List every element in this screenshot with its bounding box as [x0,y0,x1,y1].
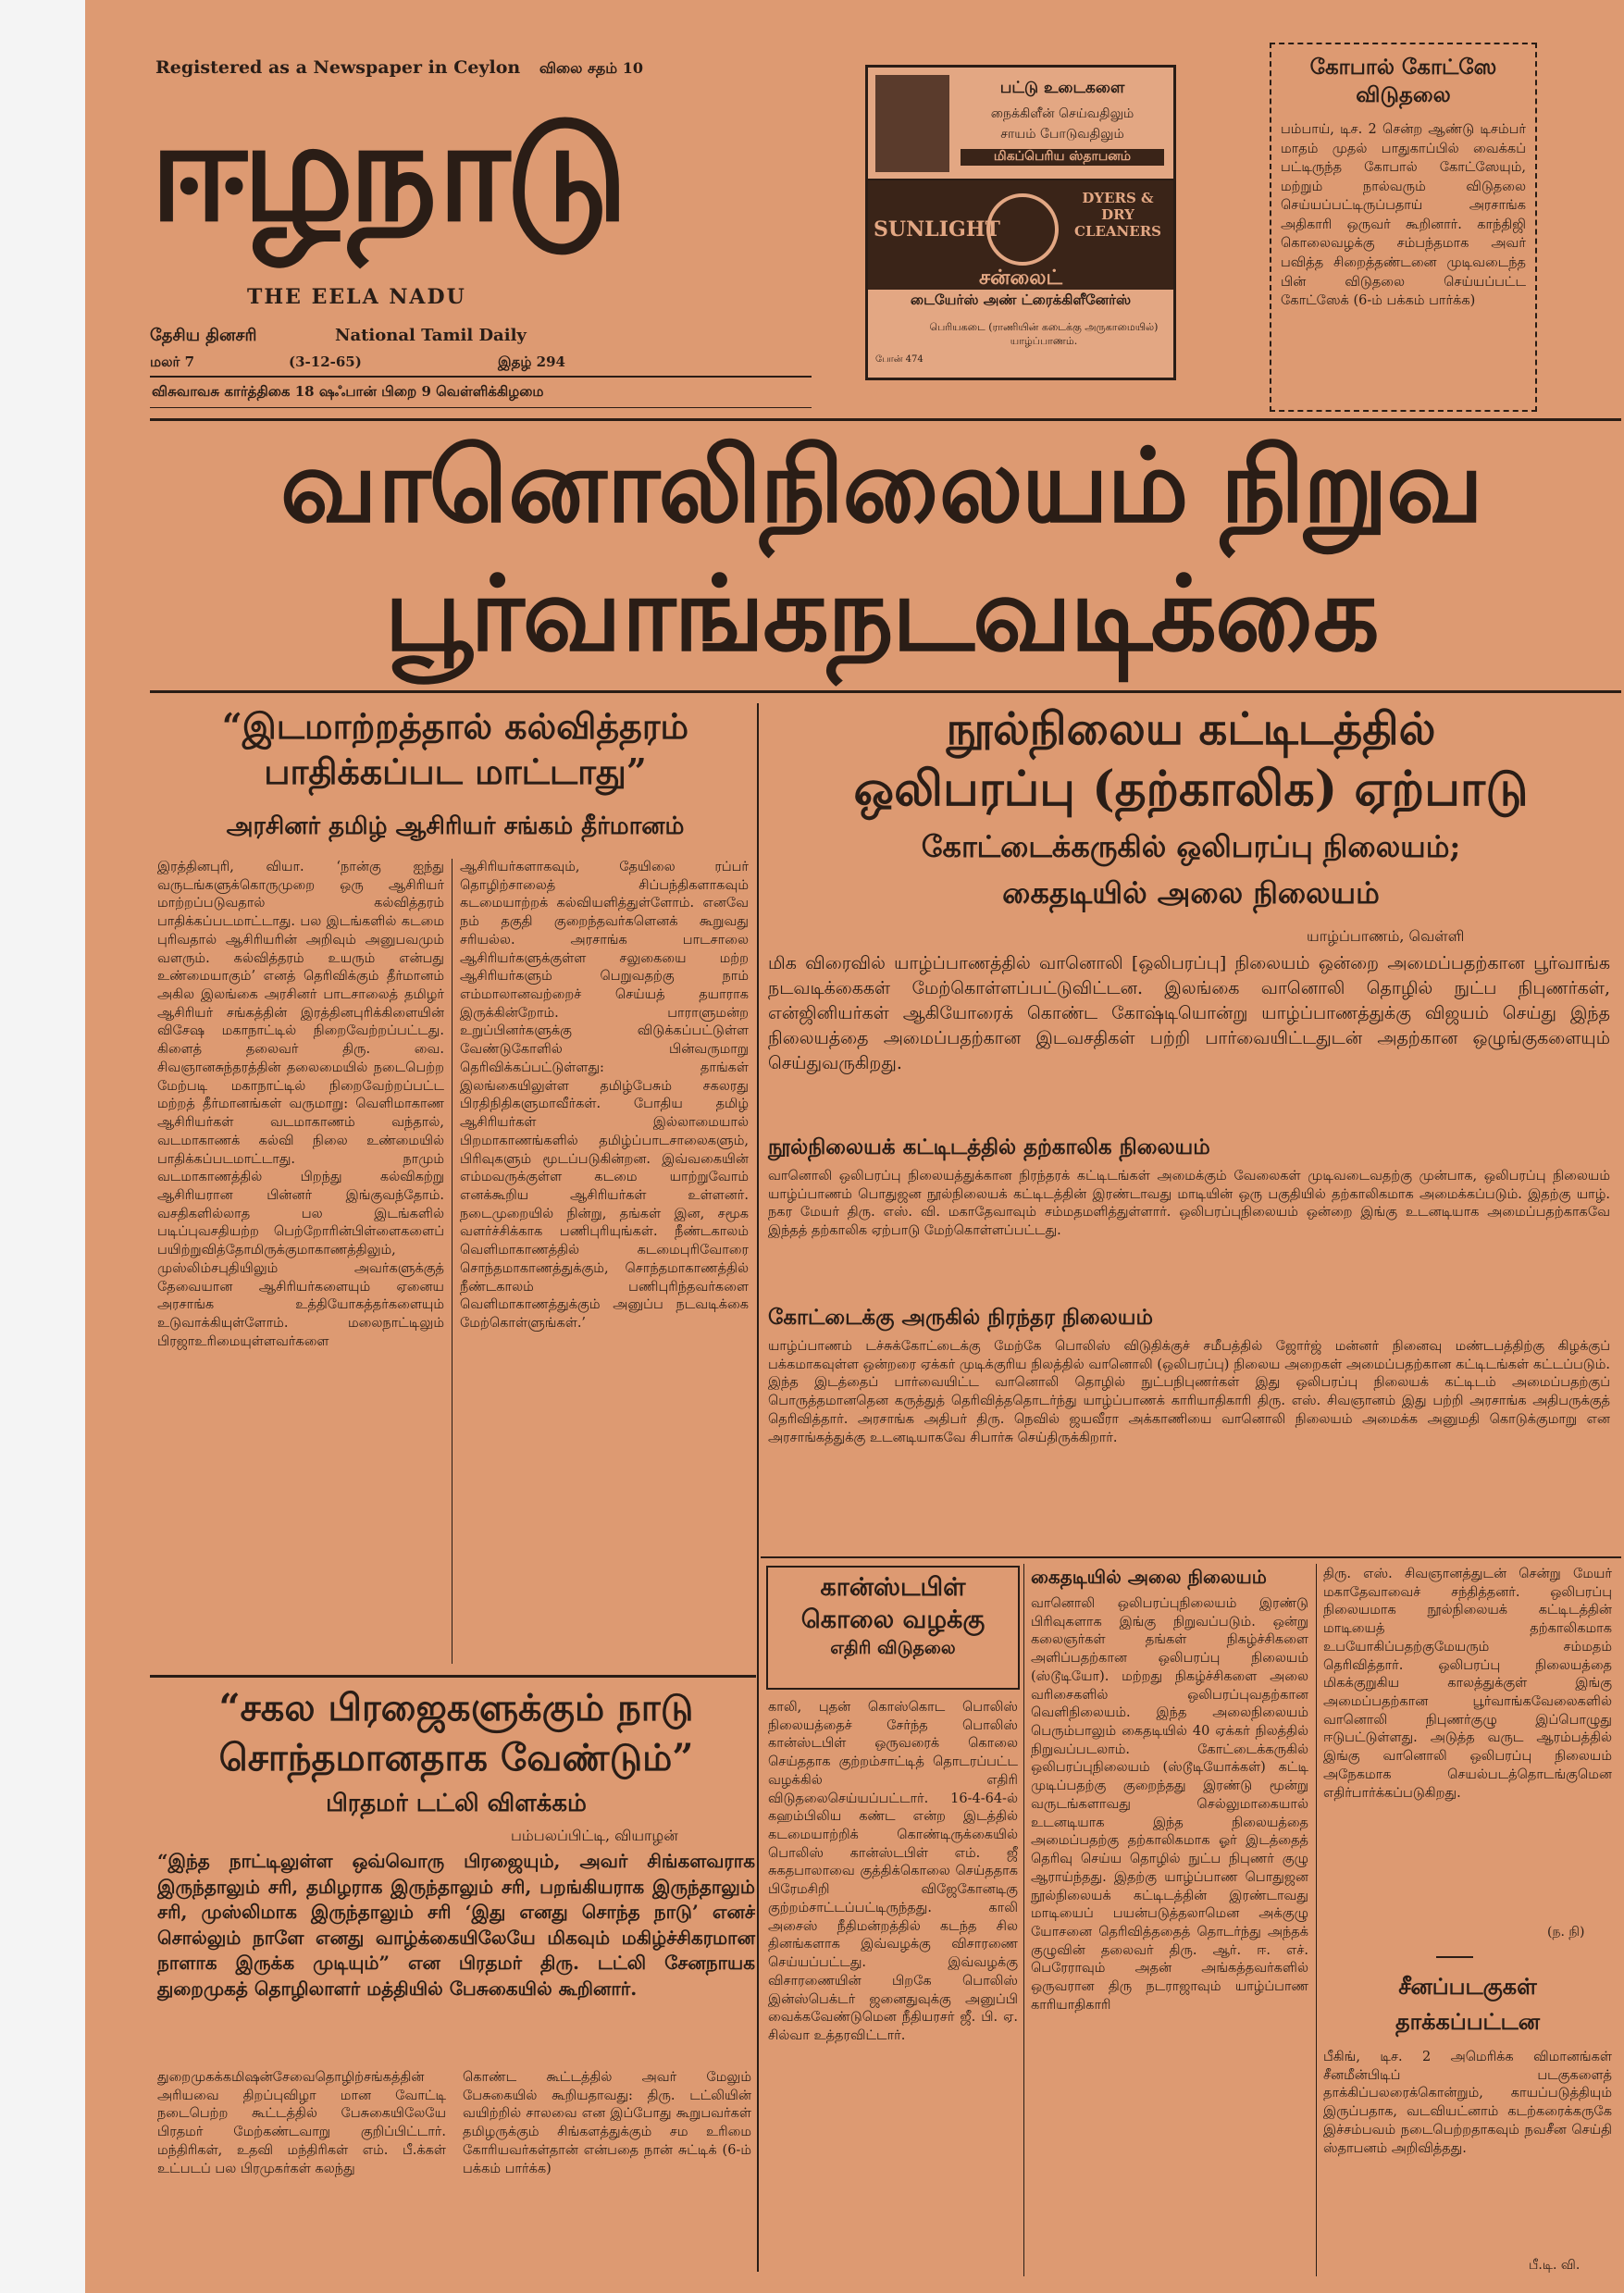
ad-line: நைக்கிளீன் செய்வதிலும் [990,106,1134,121]
constable-headline-2: கொலை வழக்கு [800,1605,986,1634]
radio-para-2: யாழ்ப்பாணம் டச்சுக்கோட்டைக்கு மேற்கே பொலிஸ் விடுதிக்குச் சமீபத்தில் ஜோர்ஜ் மன்னர் நினைவு மண்டபத்திற்கு கிழக்குப் பக்கமாகவுள்ள ஒன்றரை ஏக்கர் முடிக்குரிய நிலத்தில் வானொலி (ஒலிபரப்பு) நிலைய அறைகள் அமைப்பதற்கான கட்டிடங்கள் கட்டப்படும். இந்த இடத்தைப் பார்வையிட்ட வானொலி தொழில் நுட்பநிபுணர்கள் இது ஒலிபரப்பு நிலையக் கட்டிடம் அமைப்பதற்குப் பொருத்தமானதென கருத்துத் தெரிவித்ததொடர்ந்து யாழ்ப்பாணக் காரியாதிகாரி திரு. எஸ். சிவஞானம் இது பற்றி அரசாங்க அதிபருக்குத் தெரிவித்தார். அரசாங்க அதிபர் திரு. நெவில் ஜயவீரா அக்காணியை வானொலி நிலையம் அமைக்க அனுமதி கொடுக்குமாறு என அரசாங்கத்துக்கு உடனடியாகவே சிபார்சு செய்திருக்கிறார். [768,1339,1610,1445]
china-body: பீகிங், டிச. 2 அமெரிக்க விமானங்கள் சீனமீன்பிடிப் படகுகளைத் தாக்கிப்பலரைக்கொன்றும், காயப்படுத்தியும் இருப்பதாக, வடவியட்னாம் கடற்கரைக்கருகே இச்சம்பவம் நடைபெற்றதாகவும் நவசீன செய்தி ஸ்தாபனம் அறிவித்தது. [1323,2050,1612,2156]
radio-lead: மிக விரைவில் யாழ்ப்பாணத்தில் வானொலி [ஒலிபரப்பு] நிலையம் ஒன்றை அமைப்பதற்கான பூர்வாங்க நடவடிக்கைகள் மேற்கொள்ளப்பட்டுவிட்டன. இலங்கை வானொலி தொழில் நுட்ப நிபுணர்கள், என்ஜினியர்கள் ஆகியோரைக் கொண்ட கோஷ்டியொன்று யாழ்ப்பாணத்துக்கு விஜயம் செய்து இந்த நிலையத்தை அமைப்பதற்கான இடவசதிகள் பற்றி பார்வையிட்டதுடன் அதற்கான ஒழுங்குகளையும் செய்துவருகிறது. [768,953,1610,1073]
divider [150,376,812,378]
pm-column-1: துறைமுகக்கமிஷன்சேவைதொழிற்சங்கத்தின் அரியவை திறப்புவிழா மான வோட்டி நடைபெற்ற கூட்டத்தில் பேசுகையிலேயே பிரதமர் மேற்கண்டவாறு குறிப்பிட்டார். மந்திரிகள், உதவி மந்திரிகள் எம். பீ.க்கள் உட்படப் பல பிரமுகர்கள் கலந்து [157,2070,446,2176]
ad-line: சாயம் போடுவதிலும் [1000,127,1124,142]
radio-sub-1: நூல்நிலையக் கட்டிடத்தில் தற்காலிக நிலையம் [768,1134,1210,1159]
divider [150,407,812,408]
constable-headline-1: கான்ஸ்டபிள் [820,1573,966,1602]
kaithadi-body-continued: திரு. எஸ். சிவஞானத்துடன் சென்று மேயர் மகாதேவாவைச் சந்தித்தனர். ஒலிபரப்பு நிலையமாக நூல்நிலையக் கட்டிடத்தின் மாடியைத் தற்காலிகமாக உபயோகிப்பதற்குமேயரும் சம்மதம் தெரிவித்தார். ஒலிபரப்பு நிலையத்தை மிகக்குறுகிய காலத்துக்குள் இங்கு அமைப்பதற்கான பூர்வாங்கவேலைகளில் வானொலி நிபுணர்குழு இப்பொழுது ஈடுபட்டுள்ளது. அடுத்த வருட ஆரம்பத்தில் இங்கு வானொலி ஒலிபரப்பு நிலையம் அநேகமாக செயல்படத்தொடங்குமென எதிர்பார்க்கப்படுகிறது. [1323,1567,1612,1801]
box-headline: கோபால் கோட்ஸே விடுதலை [1309,55,1497,107]
radio-headline-2: ஒலிபரப்பு (தற்காலிக) ஏற்பாடு [853,761,1529,817]
pm-dateline: பம்பலப்பிட்டி, வியாழன் [511,1827,678,1844]
masthead-english-title: THE EELA NADU [247,285,466,309]
ad-brand-tamil: சன்லைட் [978,266,1063,290]
ad-dyers-text: DYERS & DRY CLEANERS [1074,190,1161,240]
ad-brand-panel [868,180,1173,290]
daily-english: National Tamil Daily [335,326,527,345]
divider [150,418,1621,421]
divider [150,1675,756,1678]
price-text: விலை சதம் 10 [539,59,644,77]
pm-subhead: பிரதமர் டட்லி விளக்கம் [326,1790,587,1817]
pm-column-2: கொண்ட கூட்டத்தில் அவர் மேலும் பேசுகையில் கூறியதாவது: திரு. டட்லியின் வயிற்றில் சாலவை என இப்போது கூறுபவர்கள் தமிழருக்கும் சிங்களத்துக்கும் சம உரிமை கோரியவர்கள்தான் என்பதை நான் சுட்டிக் (6-ம் பக்கம் பார்க்க) [463,2070,751,2176]
gopal-godse-box [1270,43,1537,412]
ad-line: மிகப்பெரிய ஸ்தாபனம் [961,149,1164,166]
teachers-headline: “இடமாற்றத்தால் கல்வித்தரம் பாதிக்கப்பட மாட்டாது” [221,705,689,793]
divider [1316,1564,1317,2276]
divider [1023,1564,1024,2276]
sunlight-advertisement [865,65,1176,380]
ad-top-panel [868,68,1173,180]
registration-text: Registered as a Newspaper in Ceylon [155,57,521,78]
ad-phone: போன் 474 [875,354,924,365]
registration-line [155,57,643,79]
issue-number: இதழ் 294 [498,353,565,370]
pm-headline-1: “சகல பிரஜைகளுக்கும் நாடு [218,1686,694,1729]
radio-dateline: யாழ்ப்பாணம், வெள்ளி [1307,927,1465,945]
masthead-title: ஈழநாடு [150,90,623,253]
kaithadi-body: வானொலி ஒலிபரப்புநிலையம் இரண்டு பிரிவுகளாக இங்கு நிறுவப்படும். ஒன்று கலைஞர்கள் தங்கள் நிகழ்ச்சிகளை அளிப்பதற்கான ஒலிபரப்பு நிலையம் (ஸ்டூடியோ). மற்றது நிகழ்ச்சிகளை அலை வரிசைகளில் ஒலிபரப்புவதற்கான வெளிநிலையம். இந்த அலைநிலையம் பெரும்பாலும் கைதடியில் 40 ஏக்கர் நிலத்தில் நிறுவப்படலாம். கோட்டைக்கருகில் ஒலிபரப்புநிலையம் (ஸ்டூடியோக்கள்) கட்டி முடிப்பதற்கு குறைந்தது இரண்டு மூன்று வருடங்களாவது செல்லுமாகையால் உடனடியாக இந்த நிலையத்தை அமைப்பதற்கு தற்காலிகமாக ஓர் இடத்தைத் தெரிவு செய்ய தொழில் நுட்ப நிபுணர் குழு ஆராய்ந்தது. இதற்கு யாழ்ப்பாண பொதுஜன நூல்நிலையக் கட்டிடத்தின் இரண்டாவது மாடியைப் பயன்படுத்தலாமென அக்குழு யோசனை தெரிவித்ததைத் தொடர்ந்து அந்தக் குழுவின் தலைவர் திரு. ஆர். ஈ. எச். பெரேராவும் அதன் அங்கத்தவர்களில் ஒருவரான திரு நடராஜாவும் யாழ்ப்பாண காரியாதிகாரி [1031,1596,1308,2013]
main-headline-line2: பூர்வாங்கநடவடிக்கை [384,553,1378,675]
volume-number: மலர் 7 [150,353,195,370]
kaithadi-credit: (ந. நி) [1547,1925,1585,1940]
issue-date: (3-12-65) [289,353,362,370]
radio-subhead-2: கைதடியில் அலை நிலையம் [1002,875,1380,911]
box-body: பம்பாய், டிச. 2 சென்ற ஆண்டு டிசம்பர் மாதம் முதல் பாதுகாப்பில் வைக்கப் பட்டிருந்த கோபால் கோட்ஸேயும், மற்றும் நால்வரும் விடுதலை செய்யப்பட்டிருப்பதாய் அரசாங்க அதிகாரி ஒருவர் கூறினார். காந்திஜி கொலைவழக்கு சம்பந்தமாக அவர் பவித்த சிறைத்தண்டனை முடிவடைந்த பின் விடுதலை செய்யப்பட்ட கோட்ஸேக் (6-ம் பக்கம் பார்க்க) [1281,122,1526,309]
kaithadi-headline: கைதடியில் அலை நிலையம் [1031,1566,1267,1588]
ad-services: டையேர்ஸ் அண் ட்ரைக்கிளீனேர்ஸ் [910,291,1132,308]
radio-headline-1: நூல்நிலைய கட்டிடத்தில் [946,703,1436,755]
radio-sub-2: கோட்டைக்கு அருகில் நிரந்தர நிலையம் [768,1305,1153,1330]
radio-para-1: வானொலி ஒலிபரப்பு நிலையத்துக்கான நிரந்தரக் கட்டிடங்கள் அமைக்கும் வேலைகள் முடிவடைவதற்கு முன்பாக, ஒலிபரப்பு நிலையம் யாழ்ப்பாணம் பொதுஜன நூல்நிலையக் கட்டிடத்தின் இரண்டாவது மாடியின் ஒரு பகுதியில் தற்காலிகமாக அமைக்கப்படும். இதற்கு யாழ். நகர மேயர் திரு. எஸ். வி. மகாதேவாவும் சம்மதமளித்துள்ளார். ஒலிபரப்புநிலையம் ஒன்றை இங்கு உடனடியாக அமைப்பதற்காகவே இந்தத் தற்காலிக ஏற்பாடு மேற்கொள்ளப்பட்டது. [768,1169,1610,1239]
china-credit: பீ.டி. வி. [1529,2258,1581,2273]
newspaper-page [85,0,1624,2293]
pm-headline-2: சொந்தமானதாக வேண்டும்” [218,1736,694,1779]
dateline-tamil: விசுவாவசு கார்த்திகை 18 ஷஃபான் பிறை 9 வெள்ளிக்கிழமை [152,383,544,400]
daily-tamil: தேசிய தினசரி [150,326,257,345]
teachers-subhead: அரசினர் தமிழ் ஆசிரியர் சங்கம் தீர்மானம் [226,812,685,840]
pm-lead: “இந்த நாட்டிலுள்ள ஒவ்வொரு பிரஜையும், அவர் சிங்களவராக இருந்தாலும் சரி, தமிழராக இருந்தாலும் சரி, பறங்கியராக இருந்தாலும் சரி, முஸ்லிமாக இருந்தாலும் சரி ‘இது எனது சொந்த நாடு’ எனச் சொல்லும் நாளே எனது வாழ்க்கையிலேயே மிகவும் மகிழ்ச்சிகரமான நாளாக இருக்க முடியும்” என பிரதமர் திரு. டட்லி சேனநாயக துறைமுகத் தொழிலாளர் மத்தியில் பேசுகையில் கூறினார். [157,1850,755,2000]
divider [1436,1956,1473,1958]
ad-line: பட்டு உடைகளை [999,79,1125,97]
constable-body: காலி, புதன் கொஸ்கொட பொலிஸ் நிலையத்தைச் சேர்ந்த பொலிஸ் கான்ஸ்டபிள் ஒருவரைக் கொலை செய்ததாக குற்றம்சாட்டித் தொடரப்பட்ட வழக்கில் எதிரி விடுதலைசெய்யப்பட்டார். 16-4-64-ல் கஹம்பிலிய கண்ட என்ற இடத்தில் கடமையாற்றிக் கொண்டிருக்கையில் பொலிஸ் கான்ஸ்டபிள் எம். ஜீ சுகதபாலாவை குத்திக்கொலை செய்ததாக பிரேமசிறி விஜேகோனடிகு குற்றம்சாட்டப்பட்டிருந்தது. காலி அசைஸ் நீதிமன்றத்தில் கடந்த சில தினங்களாக இவ்வழக்கு விசாரணை செய்யப்பட்டது. இவ்வழக்கு விசாரணையின் பிறகே பொலிஸ் இன்ஸ்பெக்டர் ஜனைதுவுக்கு அனுப்பி வைக்கவேண்டுமென நீதியரசர் ஜீ. பி. ஏ. சில்வா உத்தரவிட்டார். [768,1700,1018,2043]
teachers-column-1: இரத்தினபுரி, வியா. ‘நான்கு ஐந்து வருடங்களுக்கொருமுறை ஒரு ஆசிரியர் மாற்றப்படுவதால் கல்வித்தரம் பாதிக்கப்படமாட்டாது. பல இடங்களில் கடமை புரிவதால் ஆசிரியரின் அறிவும் அனுபவமும் வளரும். கல்வித்தரம் உயரும் என்பது உண்மையாகும்’ எனத் தெரிவிக்கும் தீர்மானம் அகில இலங்கை அரசினர் பாடசாலைத் தமிழர் ஆசிரியர் சங்கத்தின் இரத்தினபுரிக்கிளையின் விசேஷ மகாநாட்டில் நிறைவேற்றப்பட்டது. கிளைத் தலைவர் திரு. வை. சிவஞானசுந்தரத்தின் தலைமையில் நடைபெற்ற மேற்படி மகாநாட்டில் நிறைவேற்றப்பட்ட மற்றத் தீர்மானங்கள் வருமாறு: வெளிமாகாண ஆசிரியர்கள் வடமாகாணம் வந்தால், வடமாகாணக் கல்வி நிலை உண்மையில் பாதிக்கப்படமாட்டாது. நாமும் வடமாகாணத்தில் பிறந்து கல்விகற்று ஆசிரியரான பின்னர் இங்குவந்தோம். வசதிகளில்லாத பல இடங்களில் படிப்புவசதியற்ற பெற்றோரின்பிள்ளைகளைப் பயிற்றுவித்தோமிருக்குமாகாணத்திலும், முஸ்லிம்சபுதியிலும் அவர்களுக்குத் தேவையான ஆசிரியர்களையும் ஏனைய அரசாங்க உத்தியோகத்தர்களையும் உடுவாக்கியுள்ளோம். மலைநாட்டிலும் பிரஜாஉரிமையுள்ளவர்களை [157,860,444,1349]
china-headline-2: தாக்கப்பட்டன [1395,2008,1541,2035]
divider [757,703,759,2272]
ad-address: பெரியகடை (ராணியின் கடைக்கு அருகாமையில்) யாழ்ப்பாணம். [929,321,1159,347]
china-headline-1: சீனப்படகுகள் [1398,1973,1537,2000]
teachers-column-2: ஆசிரியர்களாகவும், தேயிலை ரப்பர் தொழிற்சாலைத் சிப்பந்திகளாகவும் கடமையாற்றக் கல்வியளித்துள்ளோம். எனவே நம் தகுதி குறைந்தவர்களெனக் கூறுவது சரியல்ல. அரசாங்க பாடசாலை ஆசிரியர்களுக்குள்ள சலுகையை மற்ற ஆசிரியர்களும் பெறுவதற்கு நாம் எம்மாலானவற்றைச் செய்யத் தயாராக இருக்கின்றோம். பாராளுமன்ற உறுப்பினர்களுக்கு விடுக்கப்பட்டுள்ள வேண்டுகோளில் பின்வருமாறு தெரிவிக்கப்பட்டுள்ளது: தாங்கள் இலங்கையிலுள்ள தமிழ்பேசும் சகலரது பிரதிநிதிகளுமாவீர்கள். போதிய தமிழ் ஆசிரியர்கள் இல்லாமையால் பிறமாகாணங்களில் தமிழ்ப்பாடசாலைகளும், பிரிவுகளும் மூடப்படுகின்றன. இவ்வகையின் எம்மவருக்குள்ள கடமை யாற்றுவோம் எனக்கூறிய ஆசிரியர்கள் உள்ளனர். நடைமுறையில் நின்று, தங்கள் இன, சமூக வளர்ச்சிக்காக பணிபுரியுங்கள். நீண்டகாலம் வெளிமாகாணத்தில் கடமைபுரிவோரை சொந்தமாகாணத்துக்கும், சொந்தமாகாணத்தில் நீண்டகாலம் பணிபுரிந்தவர்களை வெளிமாகாணத்துக்கும் அனுப்ப நடவடிக்கை மேற்கொள்ளுங்கள்.’ [460,860,749,1331]
radio-subhead-1: கோட்டைக்கருகில் ஒலிபரப்பு நிலையம்; [921,829,1461,864]
divider [150,690,1621,693]
sunrise-logo-icon [986,193,1059,266]
main-headline-line1: வானொலிநிலையம் நிறுவ [279,426,1482,545]
divider [761,1556,1621,1558]
constable-subhead: எதிரி விடுதலை [830,1638,956,1658]
woman-ironing-illustration [875,75,949,172]
constable-headline-box [766,1566,1020,1690]
ad-brand-name: SUNLIGHT [874,217,1000,242]
